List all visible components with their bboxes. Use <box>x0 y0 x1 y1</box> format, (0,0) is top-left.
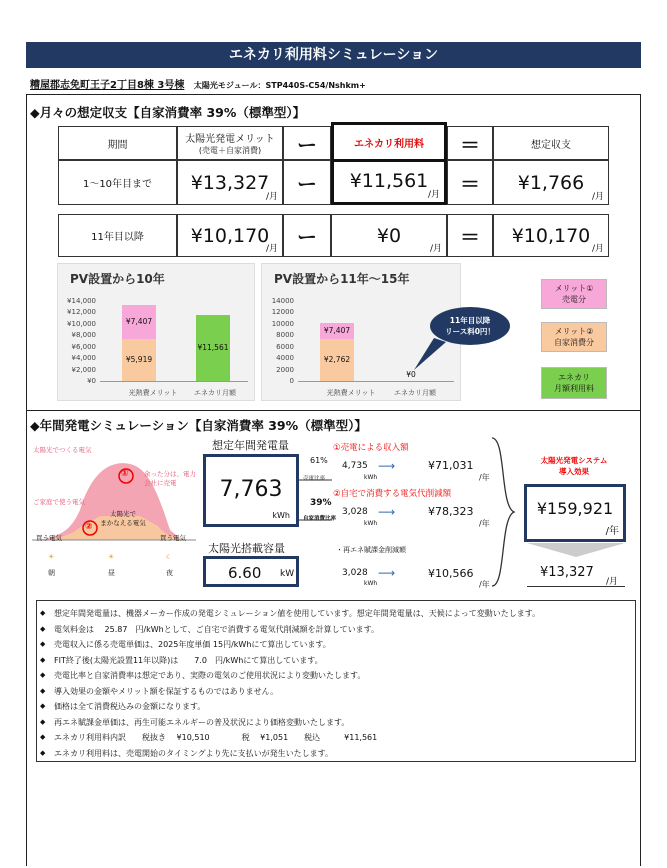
effect-value: ¥159,921 <box>536 499 614 518</box>
r1-kwh-unit: kWh <box>364 474 378 481</box>
data-label: ¥2,762 <box>323 354 351 364</box>
row2-income <box>493 214 609 257</box>
r1-kwh: 4,735 <box>342 461 368 471</box>
sun-noon-icon: ☀ <box>108 553 115 561</box>
r3-per-year: /年 <box>479 580 490 589</box>
note-item: ◆ 再エネ賦課金単価は、再生可能エネルギーの普及状況により価格変動いたします。 <box>40 715 632 731</box>
effect-head: 太陽光発電システム 導入効果 <box>540 456 608 476</box>
y-tick-label: ¥4,000 <box>71 354 96 363</box>
note-item: ◆ 価格は全て消費税込みの金額になります。 <box>40 699 632 715</box>
note-item: ◆ 売電比率と自家消費率は想定であり、実際の電気のご使用状況により変動いたします。 <box>40 668 632 684</box>
time-night: 夜 <box>166 569 173 577</box>
note-item: ◆ 導入効果の金額やメリット額を保証するものではありません。 <box>40 684 632 700</box>
row2-minus: ー <box>283 214 331 257</box>
y-tick-label: ¥2,000 <box>71 365 96 374</box>
chart2-title: PV設置から11年～15年 <box>274 272 410 286</box>
note-item: ◆ 電気料金は 25.87 円/kWhとして、ご自宅で消費する電気代削減額を計算しています。 <box>40 622 632 638</box>
chart1-xlabel-2: エネカリ月額 <box>194 389 236 397</box>
note-item: ◆ FIT終了後(太陽光設置11年以降)は 7.0 円/kWhにて算出しています。 <box>40 653 632 669</box>
bar-0-1 <box>320 323 354 339</box>
row2-merit-value: ¥10,170 <box>190 224 270 247</box>
diagram-buy-left: 買う電気 <box>36 534 62 542</box>
header-period: 期間 <box>58 126 177 160</box>
capacity-unit: kW <box>280 569 295 579</box>
section1-title: ◆月々の想定収支【自家消費率 39%（標準型）】 <box>30 105 306 120</box>
y-tick-label: ¥8,000 <box>71 331 96 340</box>
y-tick-label: 2000 <box>276 365 294 374</box>
bar-1-2 <box>196 315 230 381</box>
data-label: ¥7,407 <box>125 316 153 326</box>
row2-fee-unit: /月 <box>429 244 442 254</box>
data-label: ¥11,561 <box>197 342 229 352</box>
r1-yen: ¥71,031 <box>428 459 474 472</box>
diagram-self-label: 太陽光で まかなえる電気 <box>100 510 146 527</box>
down-arrow-icon <box>527 543 625 559</box>
minus-sign: ー <box>283 126 331 160</box>
section2-title: ◆年間発電シミュレーション【自家消費率 39%（標準型）】 <box>30 418 367 433</box>
note-item: ◆ 売電収入に係る売電単価は、2025年度単価 15円/kWhにて算出しています。 <box>40 637 632 653</box>
r2-yen: ¥78,323 <box>428 505 474 518</box>
y-tick-label: ¥6,000 <box>71 342 96 351</box>
equals-sign: ＝ <box>447 126 493 160</box>
r2-head: ②自宅で消費する電気代削減額 <box>333 489 452 499</box>
r3-kwh-unit: kWh <box>364 580 378 587</box>
r3-yen: ¥10,566 <box>428 567 474 580</box>
brace-icon <box>488 436 518 588</box>
r2-arrow-icon: ⟶ <box>378 505 396 519</box>
y-tick-label: ¥10,000 <box>67 319 96 328</box>
diagram-buy-right: 買う電気 <box>160 534 186 542</box>
section-divider <box>26 410 641 411</box>
diagram-n2: ② <box>85 522 93 532</box>
y-tick-label: 6000 <box>276 342 294 351</box>
row2-merit-unit: /月 <box>265 244 278 254</box>
diagram-n1: ① <box>121 469 129 479</box>
sell-pct: 61% <box>310 456 328 465</box>
chart1-xlabel-1: 光熱費メリット <box>128 389 178 397</box>
header-income: 想定収支 <box>493 126 609 160</box>
moon-icon: ☾ <box>166 553 173 561</box>
row2-fee-value: ¥0 <box>376 224 402 247</box>
row1-income-unit: /月 <box>591 192 604 202</box>
y-tick-label: ¥14,000 <box>67 297 96 305</box>
header-merit-sub: (売電＋自家消費) <box>198 146 262 155</box>
note-item: ◆ エネカリ利用料は、売電開始のタイミングより先に支払いが発生いたします。 <box>40 746 632 762</box>
address-line <box>30 76 366 91</box>
sun-icon: ☀ <box>48 553 55 561</box>
row1-equals: ＝ <box>447 160 493 205</box>
r3-kwh: 3,028 <box>342 568 368 578</box>
self-pct: 39% <box>310 498 332 508</box>
legend-sell: メリット① 売電分 <box>541 279 607 309</box>
annual-label: 想定年間発電量 <box>212 439 289 452</box>
r3-head: ・再エネ賦課金削減額 <box>336 546 406 554</box>
annual-unit: kWh <box>272 511 290 520</box>
bar-0-0 <box>320 339 354 381</box>
y-tick-label: ¥0 <box>87 377 96 385</box>
legend-self: メリット② 自家消費分 <box>541 322 607 352</box>
y-tick-label: 8000 <box>276 331 294 340</box>
monthly-underline <box>527 586 625 587</box>
chart2 <box>261 263 461 401</box>
self-pct-label: 自家消費比率 <box>303 516 337 522</box>
row1-fee-value: ¥11,561 <box>349 170 429 192</box>
note-item: ◆ 想定年間発電量は、機器メーカー作成の発電シミュレーション値を使用しています。想定年間発電量は、天候によって変動いたします。 <box>40 606 632 622</box>
legend-fee: エネカリ 月額利用料 <box>541 367 607 399</box>
y-tick-label: 10000 <box>271 319 294 328</box>
row1-income <box>493 160 609 205</box>
monthly-value: ¥13,327 <box>540 565 594 580</box>
y-tick-label: 4000 <box>276 354 294 363</box>
page-banner: エネカリ利用料シミュレーション <box>26 42 641 68</box>
note-item: ◆ エネカリ利用料内訳 税抜き ¥10,510 税 ¥1,051 税込 ¥11,561 <box>40 730 632 746</box>
chart1 <box>57 263 255 401</box>
row1-fee-unit: /月 <box>427 190 440 200</box>
header-merit-label: 太陽光発電メリット <box>185 134 275 145</box>
bar-0-0 <box>122 339 156 381</box>
annual-box <box>203 454 299 527</box>
annual-value: 7,763 <box>219 477 283 502</box>
time-morning: 朝 <box>48 569 55 577</box>
effect-unit: /年 <box>605 526 619 537</box>
row1-period: 1～10年目まで <box>58 160 177 205</box>
row2-income-value: ¥10,170 <box>511 224 591 247</box>
chart2-xlabel-2: エネカリ月額 <box>394 389 436 397</box>
module-label: 太陽光モジュール： <box>193 81 266 90</box>
row1-merit <box>177 160 283 205</box>
y-tick-label: 14000 <box>271 297 294 305</box>
row2-equals: ＝ <box>447 214 493 257</box>
row1-minus: ー <box>283 160 331 205</box>
y-tick-label: 0 <box>289 377 294 385</box>
monthly-unit: /月 <box>606 577 619 587</box>
row1-merit-unit: /月 <box>265 192 278 202</box>
r3-arrow-icon: ⟶ <box>378 566 396 580</box>
chart1-title: PV設置から10年 <box>70 272 165 286</box>
chart2-xlabel-1: 光熱費メリット <box>326 389 376 397</box>
time-noon: 昼 <box>108 569 115 577</box>
y-tick-label: 12000 <box>271 308 294 317</box>
r1-head: ①売電による収入額 <box>333 443 409 453</box>
chart1-plot <box>100 302 248 382</box>
header-fee: エネカリ利用料 <box>331 122 447 162</box>
header-merit <box>177 126 283 160</box>
capacity-value: 6.60 <box>228 564 262 582</box>
diagram-surplus-label: 余った分は、電力会社に売電 <box>144 470 196 487</box>
sell-pct-label: 売電比率 <box>303 476 326 482</box>
callout-bubble: 11年目以降 リース料0円！ <box>430 307 510 345</box>
data-label: ¥7,407 <box>323 325 351 335</box>
r2-per-year: /年 <box>479 519 490 528</box>
effect-box <box>524 484 626 542</box>
row2-period: 11年目以降 <box>58 214 177 257</box>
notes <box>40 606 632 761</box>
r1-per-year: /年 <box>479 473 490 482</box>
address: 糟屋郡志免町王子2丁目8棟 3号棟 <box>30 80 185 91</box>
r2-kwh-unit: kWh <box>364 520 378 527</box>
data-label: ¥5,919 <box>125 354 153 364</box>
diagram-buy-label: ご家庭で使う電気 <box>33 498 85 506</box>
r1-arrow-icon: ⟶ <box>378 459 396 473</box>
row2-merit <box>177 214 283 257</box>
row1-fee <box>331 160 447 205</box>
module-value: STP440S-C54/Nshkm+ <box>265 81 366 90</box>
data-label: ¥0 <box>406 370 416 379</box>
row2-income-unit: /月 <box>591 244 604 254</box>
y-tick-label: ¥12,000 <box>67 308 96 317</box>
diagram-sun-label: 太陽光でつくる電気 <box>33 446 92 454</box>
callout-tail <box>410 338 450 374</box>
row1-merit-value: ¥13,327 <box>190 171 270 194</box>
bar-0-1 <box>122 305 156 339</box>
row2-fee <box>331 214 447 257</box>
r2-kwh: 3,028 <box>342 507 368 517</box>
capacity-box <box>203 556 299 587</box>
capacity-label: 太陽光搭載容量 <box>208 542 285 555</box>
row1-income-value: ¥1,766 <box>517 171 585 194</box>
